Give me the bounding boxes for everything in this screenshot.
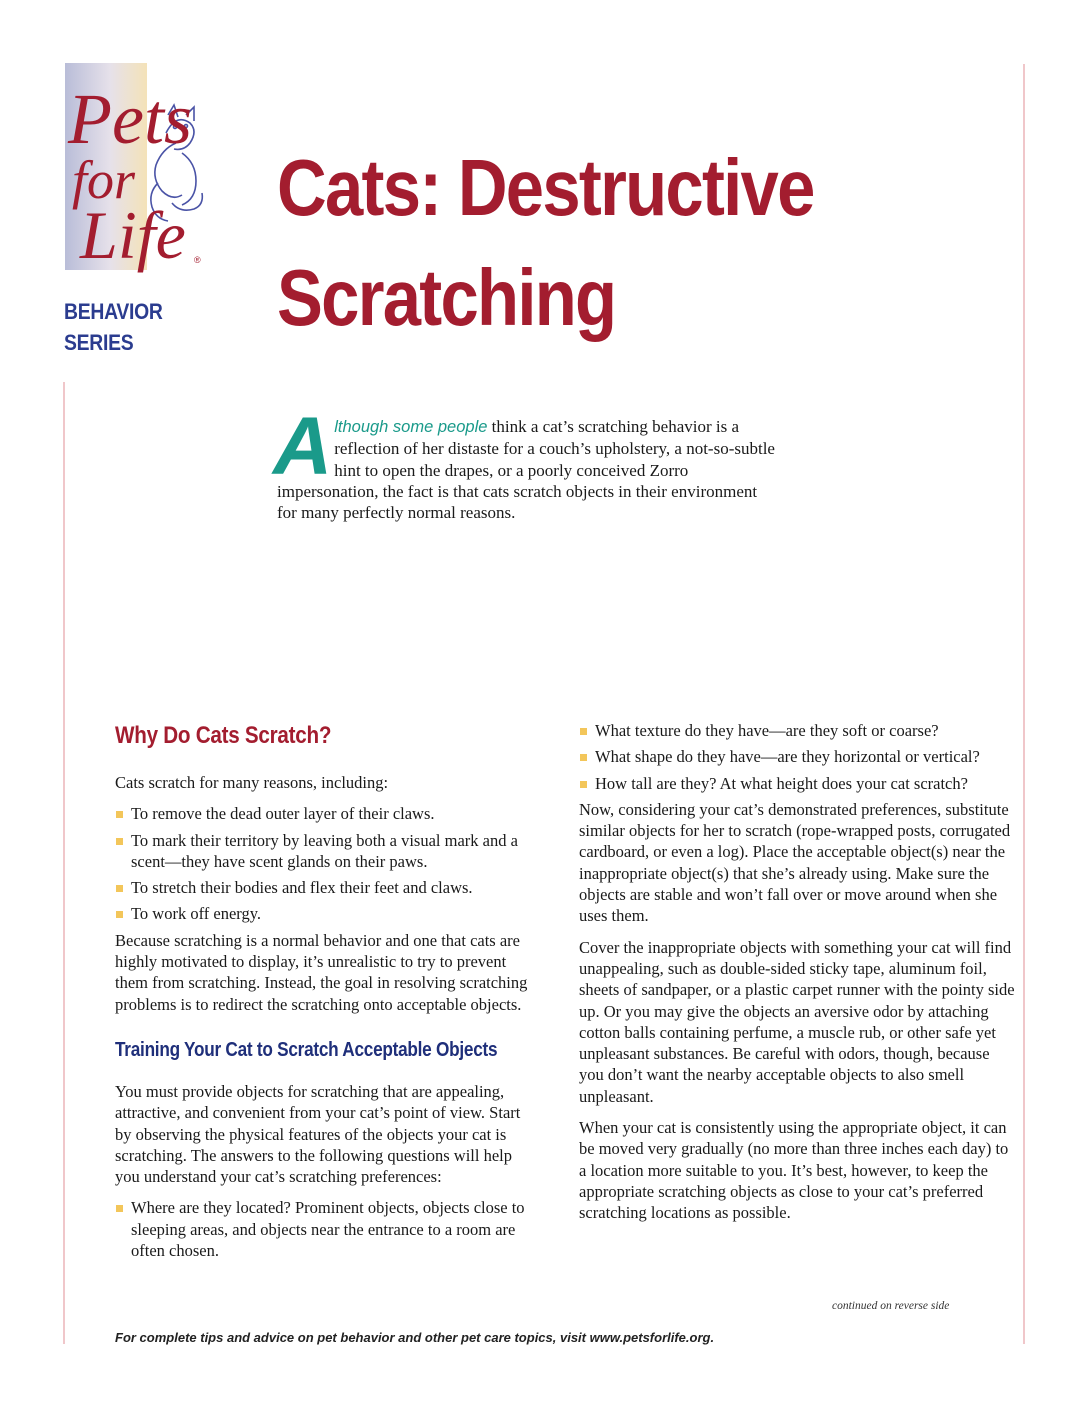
list-item: To stretch their bodies and flex their feet and claws. (115, 877, 535, 898)
body-paragraph: Cover the inappropriate objects with something your cat will find unappealing, such as double-sided sticky tape, aluminum foil, sheets of sandpaper, or a plastic carpet runner with the pointy side up. Or you may give the objects an aversive odor by attaching cotton balls containing perfume, a muscle rub, or other safe yet unpleasant substances. Be careful with odors, though, because you don’t want the nearby acceptable objects to also smell unpleasant. (579, 937, 1015, 1106)
pets-for-life-logo (54, 63, 214, 275)
list-item: What texture do they have—are they soft or coarse? (579, 720, 1017, 741)
body-paragraph: When your cat is consistently using the appropriate object, it can be moved very gradually (no more than three inches each day) to a location more suitable to you. It’s best, however, to keep the appropriate scratching objects as close to your cat’s preferred scratching locations as possible. (579, 1118, 1009, 1223)
logo-word-for: for (72, 150, 136, 210)
footer-note: For complete tips and advice on pet behavior and other pet care topics, visit www.petsforlife.org. (115, 1330, 715, 1345)
intro-paragraph (273, 401, 777, 523)
title-line-1: Cats: Destructive (277, 143, 814, 232)
series-label (64, 296, 163, 358)
logo-registered-mark: ® (194, 255, 201, 265)
list-item: To work off energy. (115, 903, 535, 924)
logo-word-life: Life (80, 197, 186, 273)
questions-list-right (579, 720, 1017, 794)
body-paragraph: Now, considering your cat’s demonstrated preferences, substitute similar objects for her to scratch (rope-wrapped posts, corrugated cardboard, or even a log). Place the acceptable object(s) near the inappropriate object(s) that she’s already using. Make sure the objects are stable and won’t fall over or move around when she uses them. (579, 799, 1011, 926)
body-paragraph: Because scratching is a normal behavior and one that cats are highly motivated to display, it’s unrealistic to try to prevent them from scratching. Instead, the goal in resolving scratching problems is to redirect the scratching onto acceptable objects. (115, 930, 528, 1014)
body-paragraph: You must provide objects for scratching that are appealing, attractive, and convenient from your cat’s point of view. Start by observing the physical features of the objects your cat is scratching. The answers to the following questions will help you understand your cat’s scratching preferences: (115, 1081, 521, 1187)
series-line-1: BEHAVIOR (64, 299, 163, 324)
series-line-2: SERIES (64, 330, 134, 355)
continued-note: continued on reverse side (832, 1300, 950, 1312)
logo-word-pets: Pets (68, 79, 192, 159)
list-item: Where are they located? Prominent objects, objects close to sleeping areas, and objects near the entrance to a room are often chosen. (115, 1197, 535, 1261)
section-heading-training: Training Your Cat to Scratch Acceptable Objects (115, 1038, 498, 1061)
questions-list-left (115, 1197, 535, 1261)
left-column (115, 720, 535, 1266)
reasons-list (115, 803, 535, 924)
list-item: How tall are they? At what height does your cat scratch? (579, 773, 1017, 794)
left-margin-rule (63, 382, 65, 1344)
right-margin-rule (1023, 64, 1025, 1344)
right-column (579, 720, 1017, 1234)
intro-lead: lthough some people (334, 418, 488, 436)
list-item: To remove the dead outer layer of their claws. (115, 803, 535, 824)
intro-text: think a cat’s scratching behavior is a reflection of her distaste for a couch’s upholstery, a not-so-subtle hint to open the drapes, or a poorly conceived Zorro impersonation, the fact is that cats scratch objects in their environment for many perfectly normal reasons. (277, 417, 775, 523)
reasons-intro: Cats scratch for many reasons, including: (115, 773, 389, 792)
list-item: What shape do they have—are they horizontal or vertical? (579, 746, 1017, 767)
page-title (277, 133, 814, 353)
section-heading-why: Why Do Cats Scratch? (115, 722, 332, 749)
drop-cap: A (273, 401, 333, 492)
list-item: To mark their territory by leaving both a visual mark and a scent—they have scent glands on their paws. (115, 830, 535, 873)
title-line-2: Scratching (277, 253, 616, 342)
